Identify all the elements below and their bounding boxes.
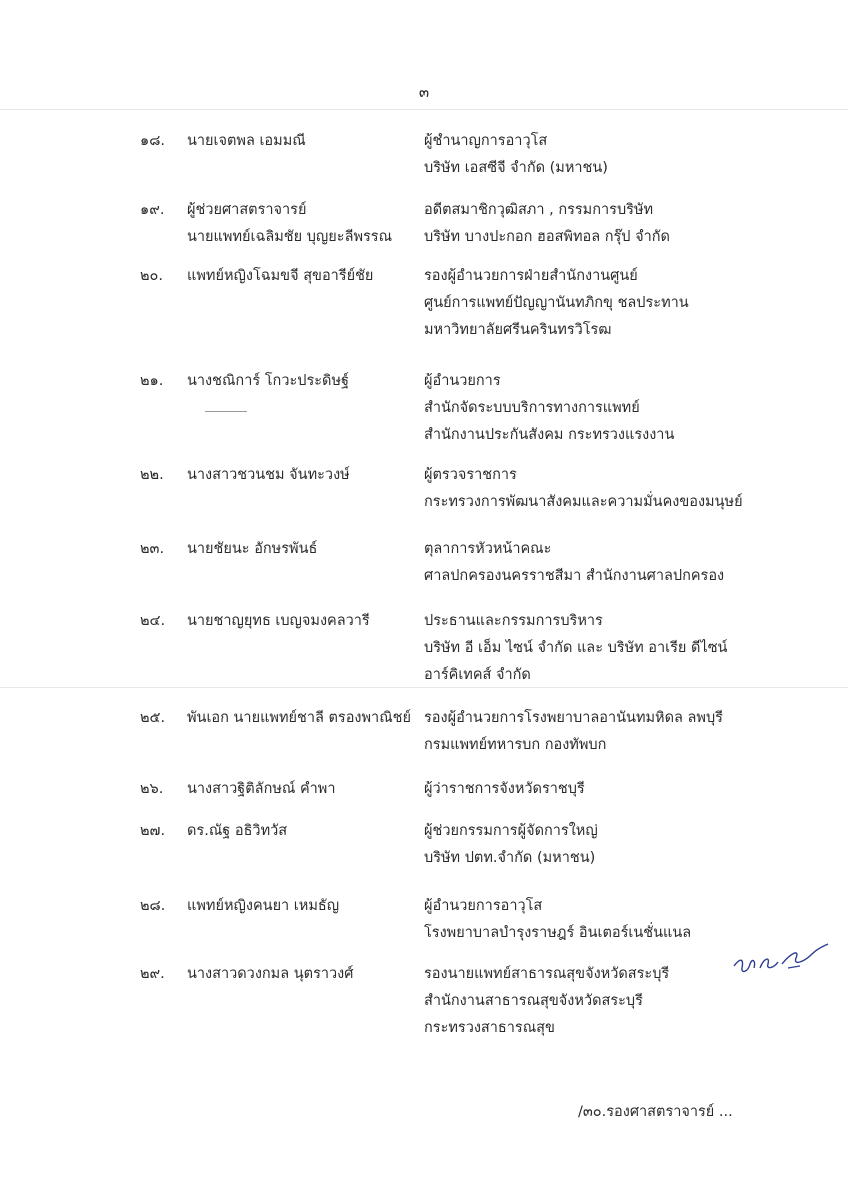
position-line: ตุลาการหัวหน้าคณะ bbox=[424, 541, 552, 557]
member-position bbox=[424, 705, 824, 759]
member-position bbox=[424, 536, 824, 590]
member-position bbox=[424, 128, 824, 182]
member-name-line: นายชัยนะ อักษรพันธ์ bbox=[187, 541, 318, 557]
position-line: สำนักจัดระบบบริการทางการแพทย์ bbox=[424, 400, 640, 416]
position-line: รองนายแพทย์สาธารณสุขจังหวัดสระบุรี bbox=[424, 966, 670, 982]
member-name-line: แพทย์หญิงโฉมขจี สุขอารีย์ชัย bbox=[187, 268, 374, 284]
item-number: ๒๗. bbox=[140, 823, 166, 839]
member-position bbox=[424, 263, 824, 344]
position-line: ผู้ตรวจราชการ bbox=[424, 467, 517, 483]
position-line: อาร์คิเทคส์ จำกัด bbox=[424, 667, 531, 683]
continuation-note: /๓๐.รองศาสตราจารย์ ... bbox=[578, 1104, 733, 1120]
item-number: ๒๘. bbox=[140, 898, 166, 914]
position-line: บริษัท อี เอ็ม ไซน์ จำกัด และ บริษัท อาเรีย ดีไซน์ bbox=[424, 640, 728, 656]
position-line: กระทรวงการพัฒนาสังคมและความมั่นคงของมนุษย์ bbox=[424, 494, 743, 510]
member-name bbox=[187, 197, 412, 251]
item-number: ๒๔. bbox=[140, 613, 166, 629]
handwritten-initials bbox=[730, 928, 830, 978]
member-name bbox=[187, 536, 412, 563]
member-name bbox=[187, 263, 412, 290]
member-name-line: นางชณิการ์ โกวะประดิษฐ์ bbox=[187, 373, 349, 389]
position-line: ผู้ช่วยกรรมการผู้จัดการใหญ่ bbox=[424, 823, 598, 839]
position-line: ผู้อำนวยการอาวุโส bbox=[424, 898, 543, 914]
item-number: ๑๙. bbox=[140, 202, 165, 218]
position-line: ศูนย์การแพทย์ปัญญานันทภิกขุ ชลประทาน bbox=[424, 295, 689, 311]
item-number: ๑๘. bbox=[140, 133, 165, 149]
member-name bbox=[187, 462, 412, 489]
position-line: ประธานและกรรมการบริหาร bbox=[424, 613, 603, 629]
member-position bbox=[424, 197, 824, 251]
member-position bbox=[424, 462, 824, 516]
member-name-line: นางสาวฐิติลักษณ์ คำพา bbox=[187, 781, 336, 797]
member-name-line: นายเจตพล เอมมณี bbox=[187, 133, 306, 149]
position-line: กระทรวงสาธารณสุข bbox=[424, 1020, 555, 1036]
member-name bbox=[187, 705, 412, 732]
position-line: ศาลปกครองนครราชสีมา สำนักงานศาลปกครอง bbox=[424, 568, 725, 584]
member-name-line: นางสาวชวนชม จันทะวงษ์ bbox=[187, 467, 350, 483]
page-number: ๓ bbox=[418, 83, 430, 101]
item-number: ๒๓. bbox=[140, 541, 165, 557]
member-name bbox=[187, 608, 412, 635]
member-name bbox=[187, 961, 412, 988]
position-line: โรงพยาบาลบำรุงราษฎร์ อินเตอร์เนชั่นแนล bbox=[424, 925, 692, 941]
member-name bbox=[187, 128, 412, 155]
position-line: อดีตสมาชิกวุฒิสภา , กรรมการบริษัท bbox=[424, 202, 654, 218]
position-line: รองผู้อำนวยการโรงพยาบาลอานันทมหิดล ลพบุรี bbox=[424, 710, 723, 726]
member-name bbox=[187, 818, 412, 845]
member-name bbox=[187, 368, 412, 395]
position-line: สำนักงานสาธารณสุขจังหวัดสระบุรี bbox=[424, 993, 643, 1009]
member-name-line: นายแพทย์เฉลิมชัย บุญยะลีพรรณ bbox=[187, 229, 393, 245]
item-number: ๒๙. bbox=[140, 966, 165, 982]
position-line: ผู้ว่าราชการจังหวัดราชบุรี bbox=[424, 781, 585, 797]
member-name-line: นายชาญยุทธ เบญจมงคลวารี bbox=[187, 613, 370, 629]
member-position bbox=[424, 608, 824, 689]
position-line: สำนักงานประกันสังคม กระทรวงแรงงาน bbox=[424, 427, 675, 443]
member-name-line: พันเอก นายแพทย์ชาลี ตรองพาณิชย์ bbox=[187, 710, 411, 726]
member-position bbox=[424, 776, 824, 803]
position-line: กรมแพทย์ทหารบก กองทัพบก bbox=[424, 737, 607, 753]
item-number: ๒๑. bbox=[140, 373, 164, 389]
member-name-line: นางสาวดวงกมล นุตราวงศ์ bbox=[187, 966, 354, 982]
item-number: ๒๒. bbox=[140, 467, 164, 483]
position-line: บริษัท ปตท.จำกัด (มหาชน) bbox=[424, 850, 596, 866]
member-name bbox=[187, 776, 412, 803]
position-line: รองผู้อำนวยการฝ่ายสำนักงานศูนย์ bbox=[424, 268, 638, 284]
member-name-line: ผู้ช่วยศาสตราจารย์ bbox=[187, 202, 307, 218]
member-name-line: แพทย์หญิงคนยา เหมธัญ bbox=[187, 898, 340, 914]
scan-line bbox=[0, 109, 848, 110]
position-line: บริษัท บางปะกอก ฮอสพิทอล กรุ๊ป จำกัด bbox=[424, 229, 670, 245]
position-line: มหาวิทยาลัยศรีนครินทรวิโรฒ bbox=[424, 322, 612, 338]
pen-mark bbox=[205, 411, 247, 412]
member-position bbox=[424, 818, 824, 872]
position-line: ผู้อำนวยการ bbox=[424, 373, 501, 389]
item-number: ๒๐. bbox=[140, 268, 164, 284]
position-line: ผู้ชำนาญการอาวุโส bbox=[424, 133, 548, 149]
member-name-line: ดร.ณัฐ อธิวิทวัส bbox=[187, 823, 288, 839]
item-number: ๒๕. bbox=[140, 710, 166, 726]
position-line: บริษัท เอสซีจี จำกัด (มหาชน) bbox=[424, 160, 608, 176]
item-number: ๒๖. bbox=[140, 781, 164, 797]
member-position bbox=[424, 368, 824, 449]
member-name bbox=[187, 893, 412, 920]
